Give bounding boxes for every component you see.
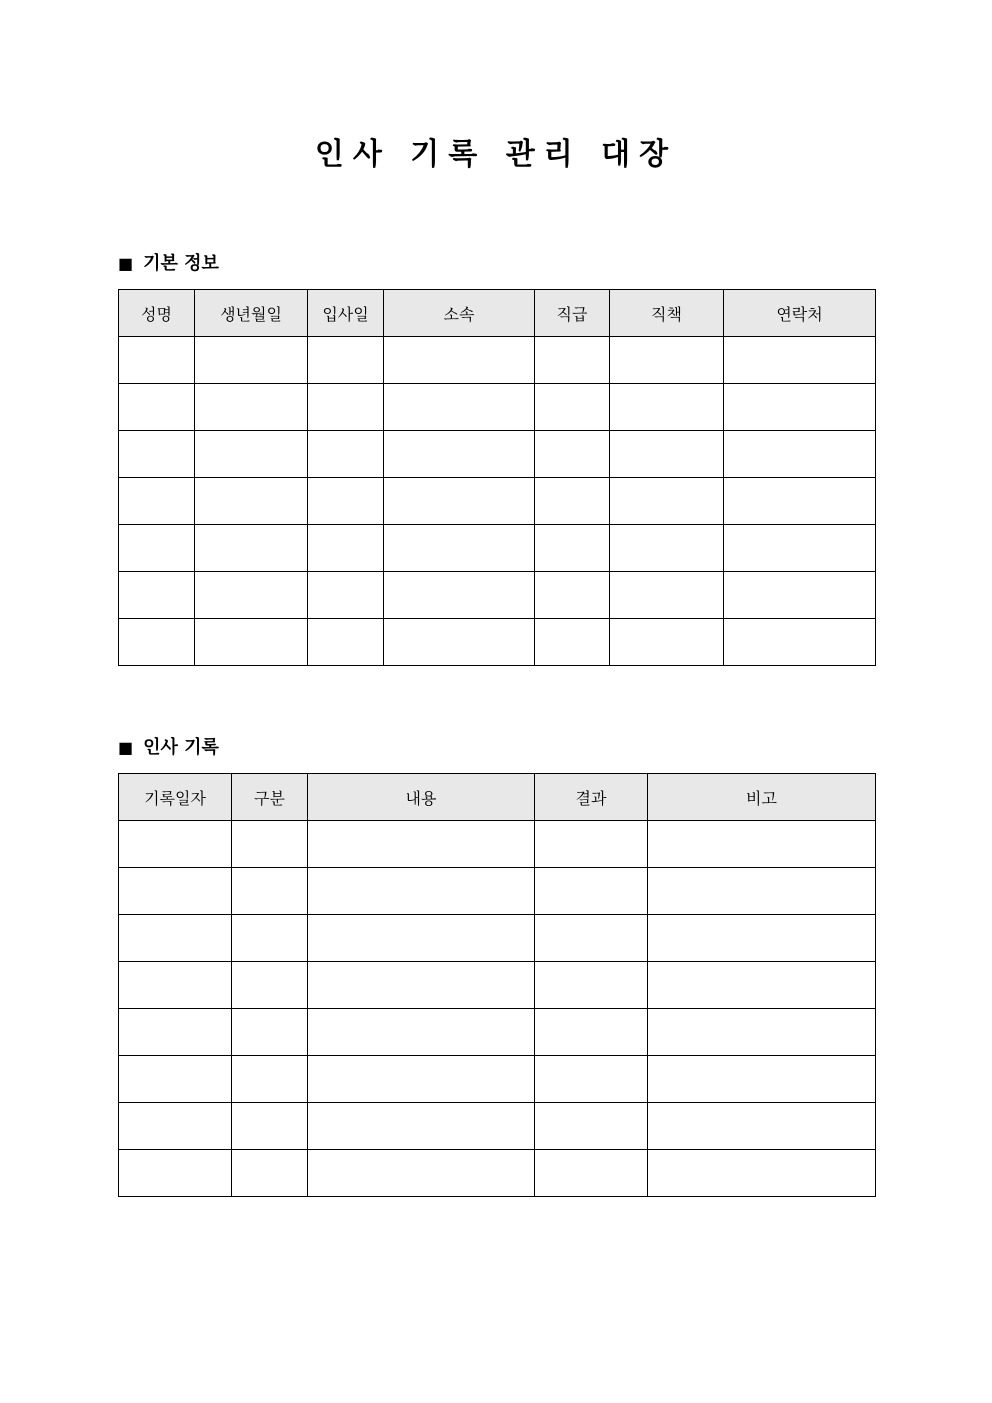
table-cell[interactable] [119, 915, 232, 962]
table-cell[interactable] [610, 619, 724, 666]
column-header-position: 직책 [610, 290, 724, 337]
table-cell[interactable] [648, 962, 876, 1009]
table-cell[interactable] [308, 384, 384, 431]
table-cell[interactable] [384, 619, 535, 666]
table-cell[interactable] [648, 1103, 876, 1150]
table-cell[interactable] [119, 525, 195, 572]
table-cell[interactable] [308, 337, 384, 384]
column-header-result: 결과 [535, 774, 648, 821]
table-cell[interactable] [308, 478, 384, 525]
table-cell[interactable] [610, 525, 724, 572]
table-cell[interactable] [119, 619, 195, 666]
table-cell[interactable] [308, 868, 535, 915]
table-cell[interactable] [119, 1009, 232, 1056]
column-header-remarks: 비고 [648, 774, 876, 821]
table-cell[interactable] [535, 572, 610, 619]
table-cell[interactable] [119, 962, 232, 1009]
table-cell[interactable] [119, 868, 232, 915]
table-cell[interactable] [119, 478, 195, 525]
table-row [119, 1150, 876, 1197]
table-cell[interactable] [724, 525, 876, 572]
table-cell[interactable] [232, 962, 308, 1009]
square-bullet-icon: ■ [118, 254, 134, 273]
table-cell[interactable] [610, 431, 724, 478]
basic-info-heading [118, 251, 219, 277]
document-title: 인사 기록 관리 대장 [314, 137, 678, 172]
table-cell[interactable] [648, 821, 876, 868]
table-cell[interactable] [308, 619, 384, 666]
table-cell[interactable] [535, 478, 610, 525]
table-cell[interactable] [119, 1150, 232, 1197]
basic-info-table [118, 289, 876, 666]
table-cell[interactable] [119, 384, 195, 431]
table-cell[interactable] [119, 337, 195, 384]
table-cell[interactable] [308, 1103, 535, 1150]
table-row [119, 915, 876, 962]
table-cell[interactable] [384, 431, 535, 478]
hr-records-header-row [119, 774, 876, 821]
table-cell[interactable] [308, 525, 384, 572]
table-cell[interactable] [232, 1056, 308, 1103]
table-cell[interactable] [119, 1056, 232, 1103]
table-cell[interactable] [535, 962, 648, 1009]
table-cell[interactable] [232, 868, 308, 915]
table-cell[interactable] [195, 525, 308, 572]
hr-records-heading-label: 인사 기록 [143, 737, 219, 758]
table-cell[interactable] [308, 962, 535, 1009]
column-header-name: 성명 [119, 290, 195, 337]
table-cell[interactable] [119, 431, 195, 478]
table-cell[interactable] [648, 868, 876, 915]
table-cell[interactable] [232, 915, 308, 962]
table-cell[interactable] [195, 384, 308, 431]
column-header-category: 구분 [232, 774, 308, 821]
column-header-rank: 직급 [535, 290, 610, 337]
hr-records-heading [118, 735, 219, 761]
table-cell[interactable] [308, 431, 384, 478]
table-cell[interactable] [648, 1056, 876, 1103]
table-cell[interactable] [535, 821, 648, 868]
table-cell[interactable] [535, 1009, 648, 1056]
basic-info-header-row [119, 290, 876, 337]
table-cell[interactable] [195, 478, 308, 525]
table-cell[interactable] [535, 619, 610, 666]
table-cell[interactable] [232, 1103, 308, 1150]
table-cell[interactable] [384, 384, 535, 431]
column-header-hire-date: 입사일 [308, 290, 384, 337]
table-cell[interactable] [535, 431, 610, 478]
table-cell[interactable] [232, 821, 308, 868]
table-cell[interactable] [535, 525, 610, 572]
table-row [119, 962, 876, 1009]
table-cell[interactable] [232, 1150, 308, 1197]
column-header-department: 소속 [384, 290, 535, 337]
table-cell[interactable] [648, 915, 876, 962]
basic-info-heading-label: 기본 정보 [143, 253, 219, 274]
table-cell[interactable] [535, 1056, 648, 1103]
table-row [119, 821, 876, 868]
hr-records-table-body [119, 821, 876, 1197]
table-row [119, 431, 876, 478]
table-cell[interactable] [195, 572, 308, 619]
table-cell[interactable] [724, 431, 876, 478]
table-row [119, 619, 876, 666]
table-cell[interactable] [308, 1056, 535, 1103]
table-cell[interactable] [308, 1009, 535, 1056]
table-cell[interactable] [308, 572, 384, 619]
table-cell[interactable] [724, 572, 876, 619]
table-cell[interactable] [384, 572, 535, 619]
table-cell[interactable] [119, 821, 232, 868]
table-cell[interactable] [384, 337, 535, 384]
table-cell[interactable] [610, 572, 724, 619]
table-cell[interactable] [384, 525, 535, 572]
table-row [119, 868, 876, 915]
table-cell[interactable] [724, 337, 876, 384]
table-cell[interactable] [535, 868, 648, 915]
square-bullet-icon: ■ [118, 738, 134, 757]
table-cell[interactable] [308, 1150, 535, 1197]
table-cell[interactable] [648, 1150, 876, 1197]
table-row [119, 1103, 876, 1150]
table-cell[interactable] [195, 337, 308, 384]
table-cell[interactable] [724, 384, 876, 431]
table-cell[interactable] [308, 915, 535, 962]
table-cell[interactable] [195, 619, 308, 666]
table-cell[interactable] [535, 915, 648, 962]
column-header-birthdate: 생년월일 [195, 290, 308, 337]
table-cell[interactable] [119, 1103, 232, 1150]
table-cell[interactable] [308, 821, 535, 868]
table-cell[interactable] [610, 478, 724, 525]
table-row [119, 572, 876, 619]
table-cell[interactable] [724, 619, 876, 666]
table-cell[interactable] [119, 572, 195, 619]
table-cell[interactable] [195, 431, 308, 478]
table-cell[interactable] [535, 1150, 648, 1197]
table-cell[interactable] [610, 337, 724, 384]
table-cell[interactable] [535, 384, 610, 431]
basic-info-table-body [119, 337, 876, 666]
table-cell[interactable] [232, 1009, 308, 1056]
table-row [119, 478, 876, 525]
table-row [119, 1056, 876, 1103]
column-header-contact: 연락처 [724, 290, 876, 337]
table-row [119, 384, 876, 431]
column-header-content: 내용 [308, 774, 535, 821]
table-cell[interactable] [724, 478, 876, 525]
table-cell[interactable] [648, 1009, 876, 1056]
table-cell[interactable] [535, 337, 610, 384]
table-cell[interactable] [610, 384, 724, 431]
table-row [119, 525, 876, 572]
table-row [119, 337, 876, 384]
table-cell[interactable] [384, 478, 535, 525]
hr-records-table [118, 773, 876, 1197]
table-cell[interactable] [535, 1103, 648, 1150]
column-header-record-date: 기록일자 [119, 774, 232, 821]
table-row [119, 1009, 876, 1056]
